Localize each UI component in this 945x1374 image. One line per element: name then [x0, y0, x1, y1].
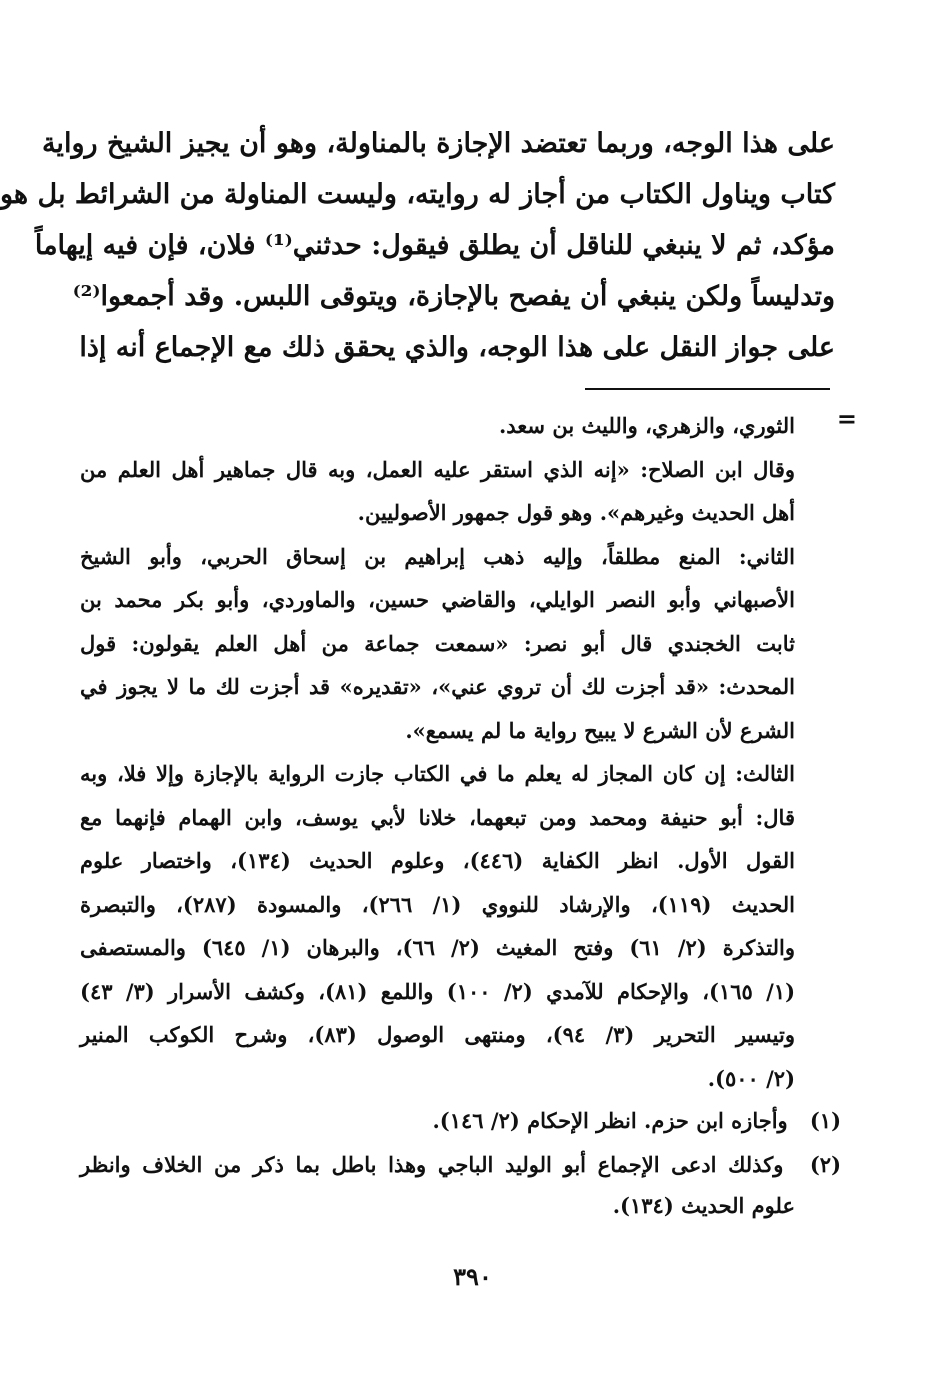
footnote-line: الأصبهاني وأبو النصر الوايلي، والقاضي حسين، والماوردي، وأبو بكر محمد بن — [80, 587, 795, 612]
footnote-line: الثاني: المنع مطلقاً، وإليه ذهب إبراهيم بن إسحاق الحربي، وأبو الشيخ — [80, 543, 795, 569]
footnote-line: قال: أبو حنيفة ومحمد ومن تبعهما، خلانا لأبي يوسف، وابن الهمام فإنهما مع — [80, 804, 795, 830]
footnote-divider — [585, 388, 830, 390]
main-text-line: على هذا الوجه، وربما تعتضد الإجازة بالمناولة، وهو أن يجيز الشيخ رواية — [41, 128, 835, 159]
main-text-line: كتاب ويناول الكتاب من أجاز له روايته، وليست المناولة من الشرائط بل هو — [0, 179, 835, 210]
footnote-line: الثوري، والزهري، والليث بن سعد. — [498, 413, 795, 438]
footnote-line: الثالث: إن كان المجاز له يعلم ما في الكتاب جازت الرواية بالإجازة وإلا فلا، وبه — [80, 761, 795, 786]
footnote-line: القول الأول. انظر الكفاية (٤٤٦)، وعلوم الحديث (١٣٤)، واختصار علوم — [80, 848, 795, 873]
main-text-line: على جواز النقل على هذا الوجه، والذي يحقق ذلك مع الإجماع أنه إذا — [79, 332, 835, 363]
main-text-line: مؤكد، ثم لا ينبغي للناقل أن يطلق فيقول: حدثني⁽¹⁾ فلان، فإن فيه إيهاماً — [34, 230, 835, 261]
footnote-text: وأجازه ابن حزم. انظر الإحكام (٢/ ١٤٦). — [432, 1108, 788, 1133]
footnote-text: علوم الحديث (١٣٤). — [612, 1193, 795, 1218]
footnote-line: أهل الحديث وغيرهم». وهو قول جمهور الأصوليين. — [357, 500, 795, 525]
footnote-2 — [80, 1144, 841, 1226]
footnote-line: ثابت الخجندي قال أبو نصر: «سمعت جماعة من أهل العلم يقولون: قول — [80, 630, 795, 656]
footnote-line: الشرع لأن الشرع لا يبيح رواية ما لم يسمع». — [405, 717, 795, 743]
footnote-line: وقال ابن الصلاح: «إنه الذي استقر عليه العمل، وبه قال جماهير أهل العلم من — [80, 456, 795, 482]
footnote-line: المحدث: «قد أجزت لك أن تروي عني»، «تقديره» قد أجزت لك ما لا يجوز في — [80, 674, 795, 699]
continued-footnote-block — [80, 404, 795, 1100]
page-number: ٣٩٠ — [453, 1262, 492, 1291]
footnote-1 — [80, 1100, 841, 1141]
footnote-number: (٢) — [809, 1152, 842, 1177]
footnote-line: وتيسير التحرير (٣/ ٩٤)، ومنتهى الوصول (٨٣)، وشرح الكوكب المنير — [80, 1022, 795, 1047]
footnote-line: والتذكرة (٢/ ٦١) وفتح المغيث (٢/ ٦٦)، والبرهان (١/ ٦٤٥) والمستصفى — [80, 935, 796, 960]
footnote-number: (١) — [809, 1108, 841, 1133]
footnote-line: الحديث (١١٩)، والإرشاد للنووي (١/ ٢٦٦)، والمسودة (٢٨٧)، والتبصرة — [80, 891, 796, 917]
continuation-mark: = — [836, 404, 857, 433]
footnote-line: (٢/ ٥٠٠). — [707, 1065, 795, 1091]
main-text-block — [0, 118, 835, 373]
main-text-line: وتدليساً ولكن ينبغي أن يفصح بالإجازة، ويتوقى اللبس. وقد أجمعوا⁽²⁾ — [72, 281, 835, 312]
footnote-line: (١/ ١٦٥)، والإحكام للآمدي (٢/ ١٠٠) واللمع (٨١)، وكشف الأسرار (٣/ ٤٣) — [80, 978, 796, 1004]
footnote-text: وكذلك ادعى الإجماع أبو الوليد الباجي وهذا باطل بما ذكر من الخلاف وانظر — [80, 1152, 784, 1177]
